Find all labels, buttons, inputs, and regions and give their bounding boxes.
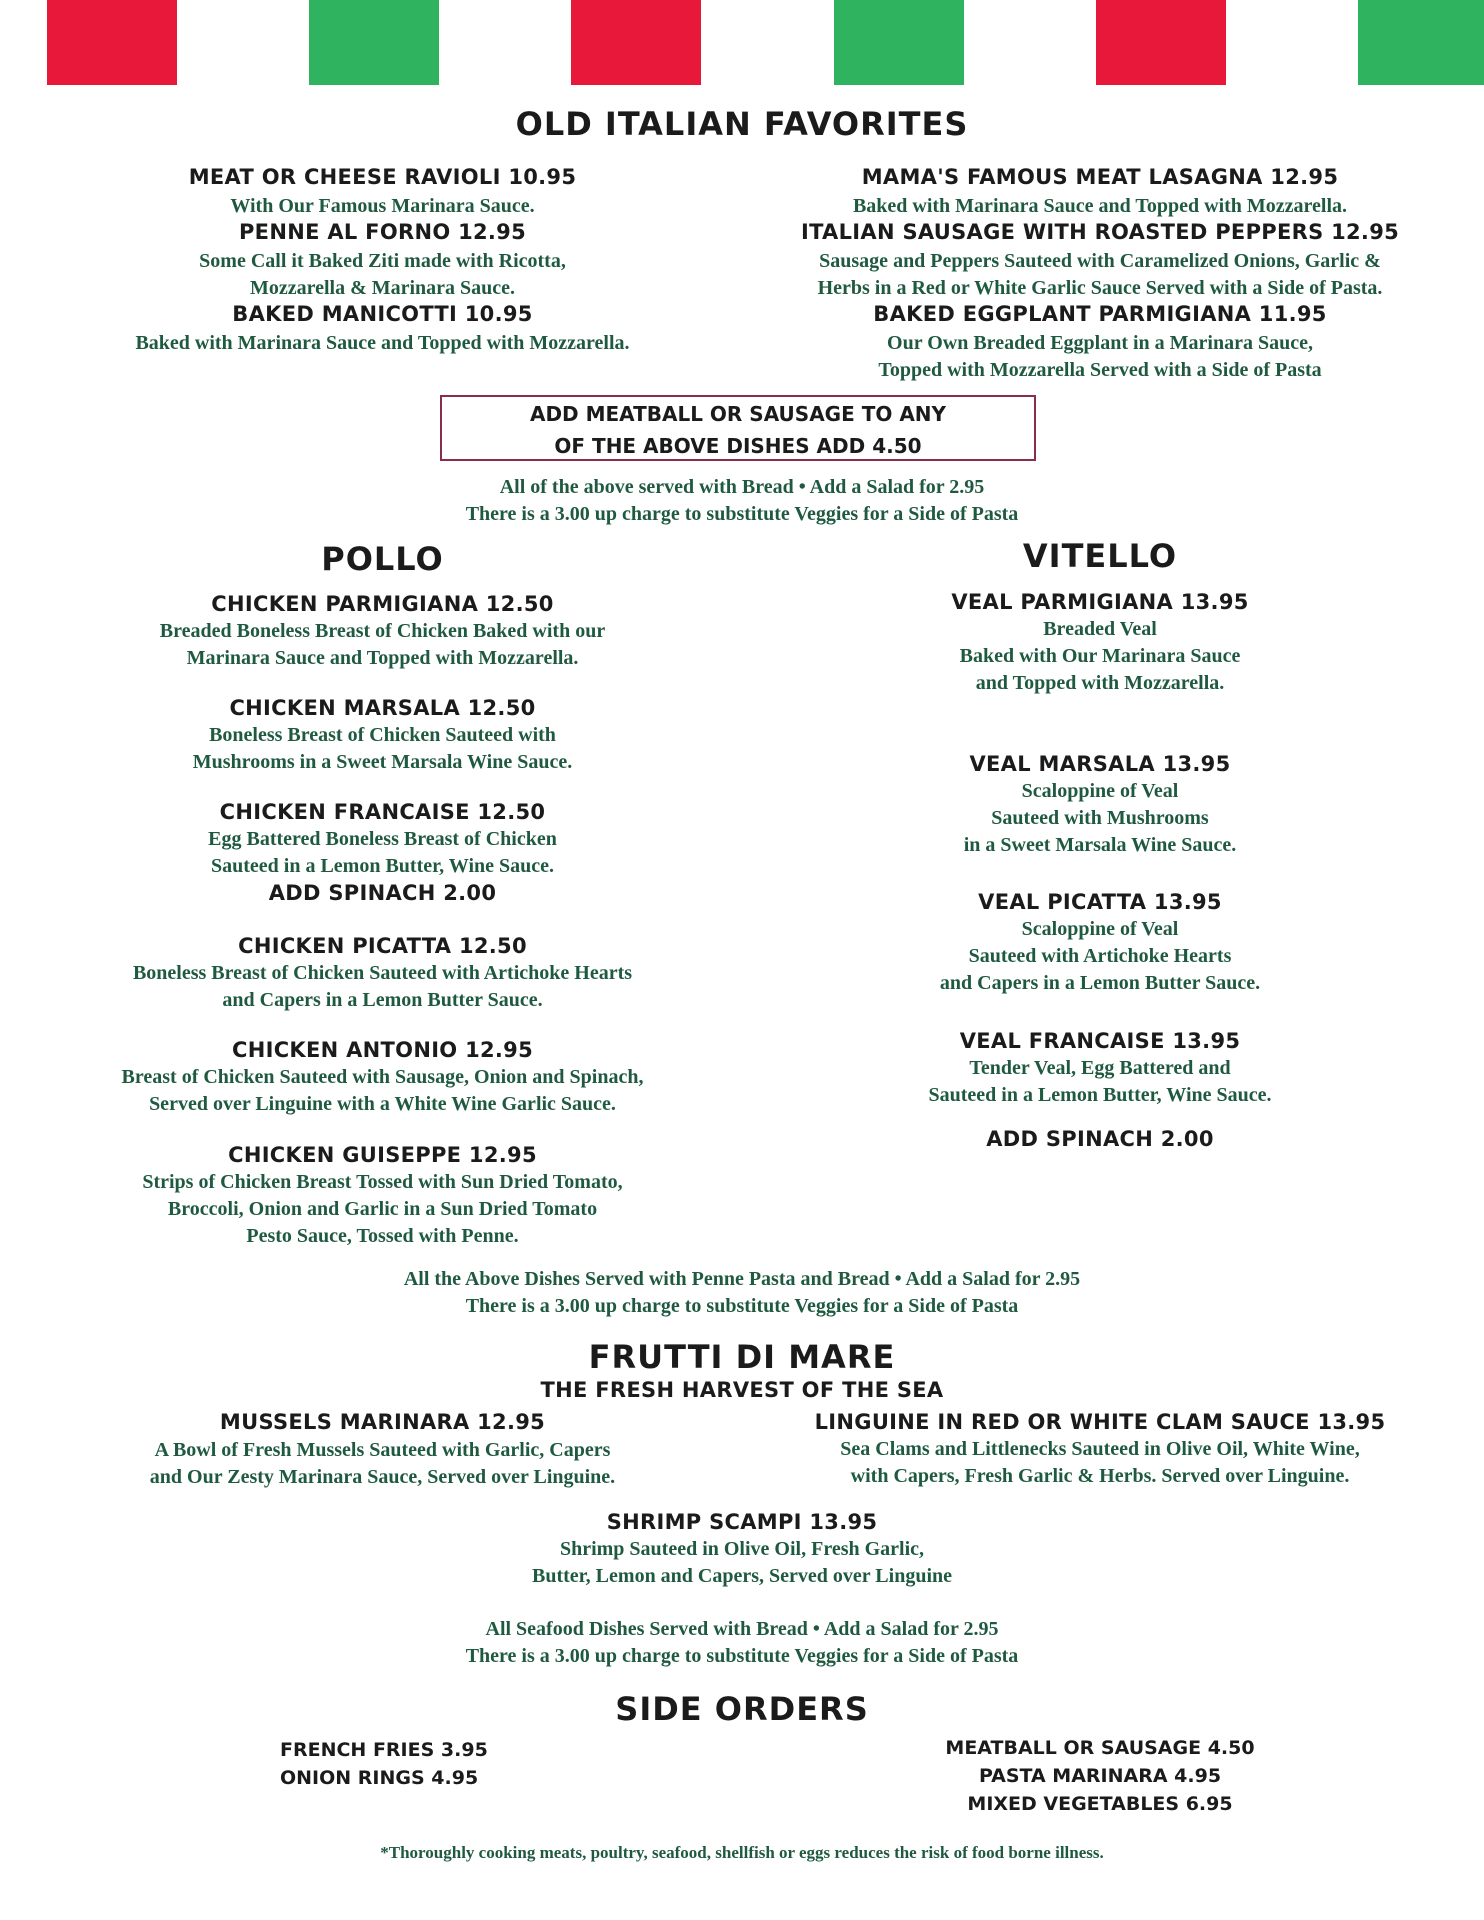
menu-item-desc: and Topped with Mozzarella. [975, 672, 1225, 694]
serving-note: All the Above Dishes Served with Penne Pasta and Bread • Add a Salad for 2.95 [403, 1268, 1081, 1290]
menu-item-desc: Mushrooms in a Sweet Marsala Wine Sauce. [192, 751, 573, 773]
menu-item-extra: ADD SPINACH 2.00 [268, 881, 497, 905]
menu-item-desc: Boneless Breast of Chicken Sauteed with Artichoke Hearts [132, 962, 633, 984]
side-item: MEATBALL OR SAUSAGE 4.50 [945, 1737, 1255, 1759]
menu-item-desc: A Bowl of Fresh Mussels Sauteed with Garlic, Capers [154, 1439, 611, 1461]
menu-item-name: VEAL PICATTA 13.95 [978, 890, 1222, 914]
green-stripe [1358, 0, 1484, 85]
box-line: ADD MEATBALL OR SAUSAGE TO ANY [529, 402, 947, 426]
side-item: MIXED VEGETABLES 6.95 [967, 1793, 1233, 1815]
menu-item-name: VEAL PARMIGIANA 13.95 [951, 590, 1249, 614]
menu-item-desc: Scaloppine of Veal [1021, 780, 1179, 802]
red-stripe [47, 0, 177, 85]
section-title-pollo: POLLO [321, 540, 444, 578]
menu-item-desc: Breaded Veal [1043, 618, 1157, 640]
menu-item-name: CHICKEN GUISEPPE 12.95 [228, 1143, 537, 1167]
menu-item-name: BAKED MANICOTTI 10.95 [232, 302, 533, 326]
menu-item-extra: ADD SPINACH 2.00 [986, 1127, 1214, 1151]
menu-item-name: VEAL FRANCAISE 13.95 [959, 1029, 1241, 1053]
menu-item-desc: and Capers in a Lemon Butter Sauce. [222, 989, 543, 1011]
menu-item-name: PENNE AL FORNO 12.95 [238, 220, 527, 244]
red-stripe [571, 0, 701, 85]
menu-item-desc: and Capers in a Lemon Butter Sauce. [939, 972, 1261, 994]
food-safety-disclaimer: *Thoroughly cooking meats, poultry, seafood, shellfish or eggs reduces the risk of food borne illness. [380, 1843, 1104, 1862]
section-title-vitello: VITELLO [1022, 537, 1178, 575]
menu-item-desc: Baked with Our Marinara Sauce [959, 645, 1241, 667]
menu-item-name: LINGUINE IN RED OR WHITE CLAM SAUCE 13.95 [814, 1410, 1386, 1434]
add-meatball-box [440, 395, 1036, 461]
green-stripe [309, 0, 439, 85]
section-title-old-italian: OLD ITALIAN FAVORITES [515, 105, 969, 143]
serving-note: There is a 3.00 up charge to substitute Veggies for a Side of Pasta [465, 1295, 1019, 1317]
section-title-sides: SIDE ORDERS [615, 1690, 869, 1728]
serving-note: There is a 3.00 up charge to substitute Veggies for a Side of Pasta [465, 503, 1019, 525]
menu-item-desc: Baked with Marinara Sauce and Topped with Mozzarella. [135, 332, 630, 354]
menu-item-name: VEAL MARSALA 13.95 [969, 752, 1231, 776]
menu-item-name: MEAT OR CHEESE RAVIOLI 10.95 [188, 165, 577, 189]
flag-stripe-bar [0, 0, 1484, 85]
side-item: FRENCH FRIES 3.95 [280, 1739, 488, 1761]
menu-item-desc: Some Call it Baked Ziti made with Ricotta, [199, 250, 566, 272]
menu-item-desc: Sea Clams and Littlenecks Sauteed in Olive Oil, White Wine, [840, 1438, 1360, 1460]
serving-note: All Seafood Dishes Served with Bread • Add a Salad for 2.95 [485, 1618, 999, 1640]
menu-item-desc: and Our Zesty Marinara Sauce, Served over Linguine. [149, 1466, 616, 1488]
menu-item-desc: Breast of Chicken Sauteed with Sausage, Onion and Spinach, [121, 1066, 644, 1088]
menu-item-desc: Mozzarella & Marinara Sauce. [249, 277, 516, 299]
menu-item-desc: Shrimp Sauteed in Olive Oil, Fresh Garlic, [559, 1538, 925, 1560]
menu-item-desc: Butter, Lemon and Capers, Served over Linguine [531, 1565, 953, 1587]
menu-item-desc: in a Sweet Marsala Wine Sauce. [963, 834, 1237, 856]
section-title-frutti: FRUTTI DI MARE [588, 1338, 896, 1376]
menu-item-desc: Our Own Breaded Eggplant in a Marinara Sauce, [887, 332, 1313, 354]
box-line: OF THE ABOVE DISHES ADD 4.50 [554, 434, 922, 458]
menu-item-desc: Sauteed with Artichoke Hearts [968, 945, 1232, 967]
menu-item-desc: Marinara Sauce and Topped with Mozzarella. [186, 647, 579, 669]
menu-item-desc: Sauteed with Mushrooms [991, 807, 1209, 829]
red-stripe [1096, 0, 1226, 85]
menu-item-name: ITALIAN SAUSAGE WITH ROASTED PEPPERS 12.95 [800, 220, 1400, 244]
menu-item-desc: Sauteed in a Lemon Butter, Wine Sauce. [211, 855, 554, 877]
menu-item-name: MUSSELS MARINARA 12.95 [219, 1410, 546, 1434]
side-item: PASTA MARINARA 4.95 [978, 1765, 1222, 1787]
menu-item-name: CHICKEN MARSALA 12.50 [229, 696, 536, 720]
menu-item-desc: With Our Famous Marinara Sauce. [230, 195, 535, 217]
menu-item-desc: Tender Veal, Egg Battered and [969, 1057, 1231, 1079]
serving-note: There is a 3.00 up charge to substitute Veggies for a Side of Pasta [465, 1645, 1019, 1667]
menu-item-name: BAKED EGGPLANT PARMIGIANA 11.95 [873, 302, 1327, 326]
menu-item-name: CHICKEN PICATTA 12.50 [238, 934, 527, 958]
menu-item-desc: Herbs in a Red or White Garlic Sauce Served with a Side of Pasta. [817, 277, 1383, 299]
menu-item-desc: Baked with Marinara Sauce and Topped with Mozzarella. [852, 195, 1348, 217]
menu-item-desc: Broccoli, Onion and Garlic in a Sun Dried Tomato [167, 1198, 598, 1220]
green-stripe [834, 0, 964, 85]
menu-item-desc: Sausage and Peppers Sauteed with Caramelized Onions, Garlic & [819, 250, 1381, 272]
menu-item-desc: Served over Linguine with a White Wine Garlic Sauce. [149, 1093, 616, 1115]
menu-item-name: MAMA'S FAMOUS MEAT LASAGNA 12.95 [861, 165, 1339, 189]
menu-item-name: CHICKEN ANTONIO 12.95 [232, 1038, 533, 1062]
section-subtitle: THE FRESH HARVEST OF THE SEA [540, 1378, 944, 1402]
menu-item-name: SHRIMP SCAMPI 13.95 [606, 1510, 878, 1534]
menu-item-desc: Boneless Breast of Chicken Sauteed with [209, 724, 556, 746]
menu-item-desc: Topped with Mozzarella Served with a Side of Pasta [878, 359, 1322, 381]
side-item: ONION RINGS 4.95 [280, 1767, 479, 1789]
menu-item-desc: with Capers, Fresh Garlic & Herbs. Served over Linguine. [850, 1465, 1350, 1487]
menu-item-desc: Sauteed in a Lemon Butter, Wine Sauce. [928, 1084, 1272, 1106]
menu-item-name: CHICKEN FRANCAISE 12.50 [219, 800, 546, 824]
menu-item-desc: Scaloppine of Veal [1021, 918, 1179, 940]
serving-note: All of the above served with Bread • Add a Salad for 2.95 [499, 476, 985, 498]
menu-item-desc: Egg Battered Boneless Breast of Chicken [208, 828, 557, 850]
menu-item-desc: Strips of Chicken Breast Tossed with Sun Dried Tomato, [142, 1171, 623, 1193]
menu-item-name: CHICKEN PARMIGIANA 12.50 [211, 592, 554, 616]
menu-item-desc: Pesto Sauce, Tossed with Penne. [246, 1225, 519, 1247]
menu-item-desc: Breaded Boneless Breast of Chicken Baked with our [159, 620, 606, 642]
